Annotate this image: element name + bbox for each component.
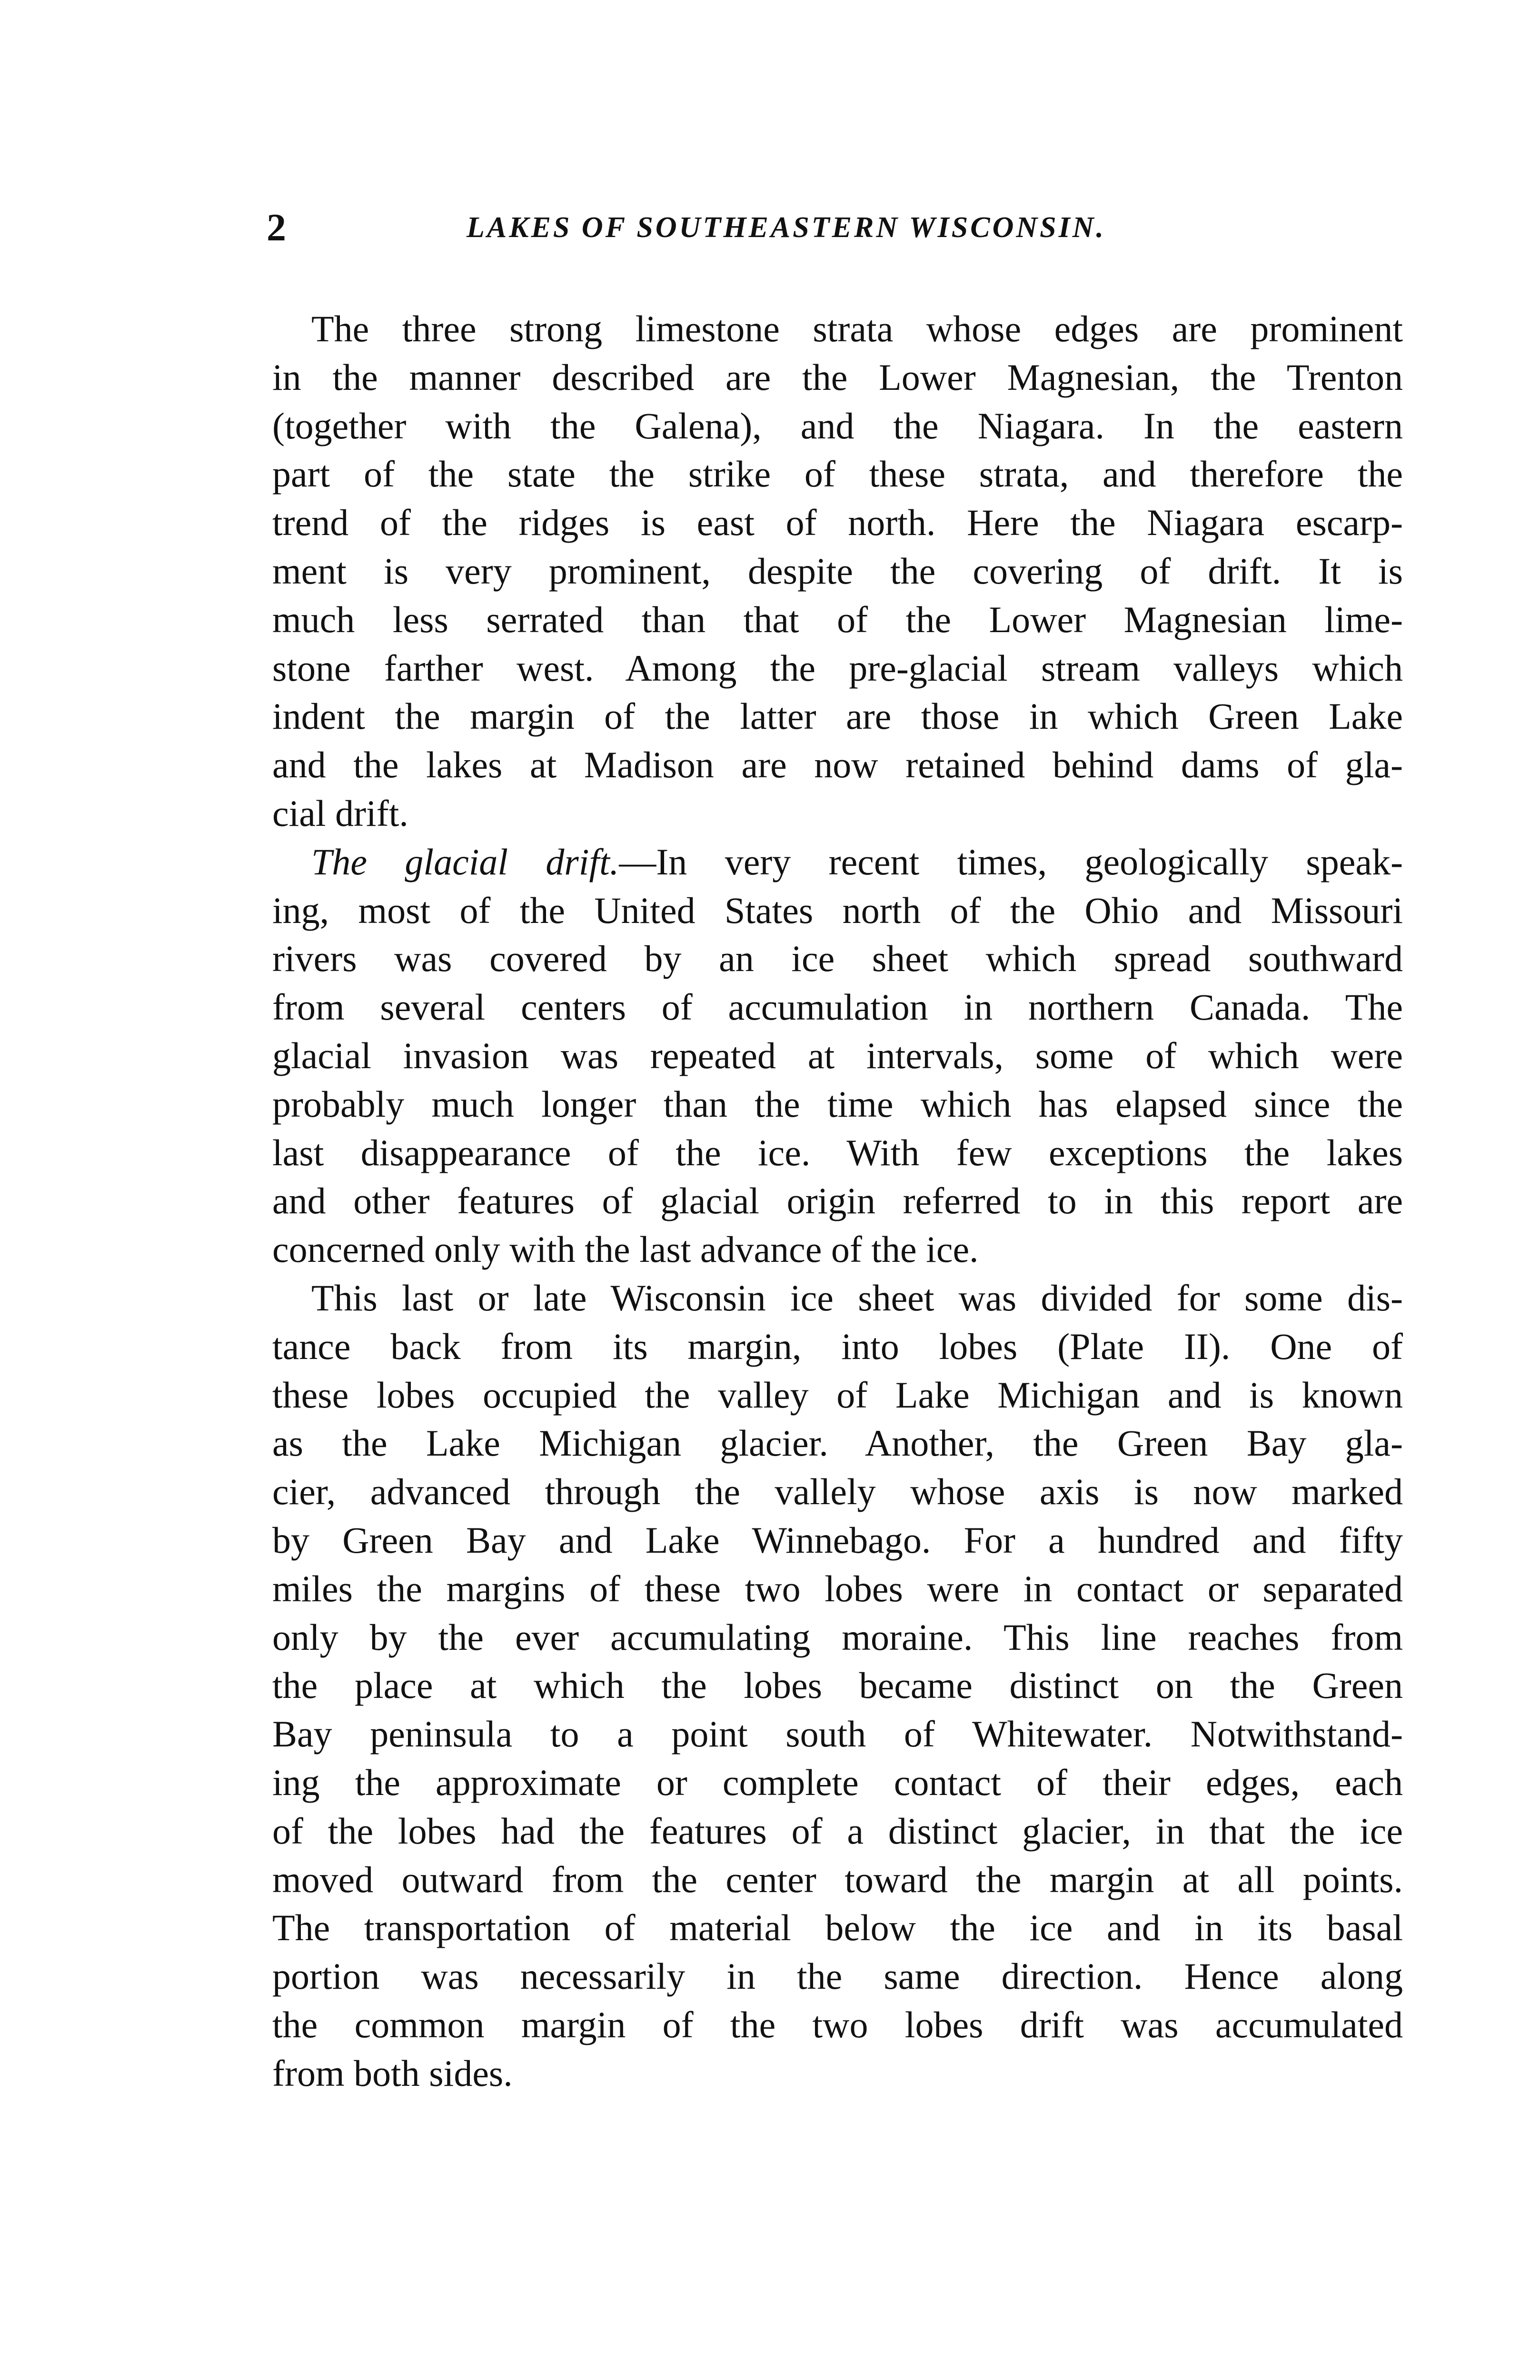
text-line: glacial invasion was repeated at intervals, some of which were — [272, 1034, 1403, 1076]
text-line: tance back from its margin, into lobes (Plate II). One of — [272, 1325, 1403, 1367]
text-line: The three strong limestone strata whose edges are prominent — [311, 308, 1403, 349]
text-line: cier, advanced through the vallely whose axis is now marked — [272, 1471, 1403, 1513]
text-line: ment is very prominent, despite the covering of drift. It is — [272, 550, 1403, 592]
text-line: Bay peninsula to a point south of Whitewater. Notwithstand- — [272, 1713, 1403, 1755]
text-line: last disappearance of the ice. With few exceptions the lakes — [272, 1131, 1403, 1173]
text-line: (together with the Galena), and the Niagara. In the eastern — [272, 405, 1403, 446]
text-line: miles the margins of these two lobes were in contact or separated — [272, 1567, 1403, 1609]
text-line: stone farther west. Among the pre-glacial stream valleys which — [272, 647, 1403, 689]
text-line: much less serrated than that of the Lower Magnesian lime- — [272, 598, 1403, 640]
text-line: The transportation of material below the ice and in its basal — [272, 1907, 1403, 1949]
text-line: cial drift. — [272, 792, 408, 834]
text-line: part of the state the strike of these strata, and therefore the — [272, 453, 1403, 495]
text-run: —In very recent times, geologically speak- — [619, 841, 1403, 883]
text-line: concerned only with the last advance of the ice. — [272, 1229, 979, 1270]
section-heading: The glacial drift. — [311, 841, 619, 883]
text-line: from several centers of accumulation in northern Canada. The — [272, 986, 1403, 1028]
text-line: as the Lake Michigan glacier. Another, the Green Bay gla- — [272, 1422, 1403, 1464]
text-line: indent the margin of the latter are those in which Green Lake — [272, 695, 1403, 737]
text-line: the common margin of the two lobes drift was accumulated — [272, 2003, 1403, 2045]
text-line: only by the ever accumulating moraine. This line reaches from — [272, 1616, 1403, 1658]
text-line: the place at which the lobes became distinct on the Green — [272, 1665, 1403, 1706]
text-line: trend of the ridges is east of north. Here the Niagara escarp- — [272, 502, 1403, 544]
text-line: in the manner described are the Lower Magnesian, the Trenton — [272, 356, 1403, 398]
running-title: LAKES OF SOUTHEASTERN WISCONSIN. — [467, 211, 1106, 244]
text-line: by Green Bay and Lake Winnebago. For a hundred and fifty — [272, 1519, 1403, 1561]
body-text — [272, 305, 1403, 2097]
text-line: and other features of glacial origin referred to in this report are — [272, 1180, 1403, 1222]
page-number: 2 — [267, 206, 286, 249]
text-line: ing, most of the United States north of the Ohio and Missouri — [272, 889, 1403, 931]
text-line: probably much longer than the time which has elapsed since the — [272, 1083, 1403, 1125]
text-line: moved outward from the center toward the margin at all points. — [272, 1858, 1403, 1900]
text-line: ing the approximate or complete contact of their edges, each — [272, 1761, 1403, 1803]
text-line: from both sides. — [272, 2052, 513, 2094]
text-line: and the lakes at Madison are now retained behind dams of gla- — [272, 744, 1403, 786]
text-line: This last or late Wisconsin ice sheet was divided for some dis- — [311, 1277, 1403, 1319]
page-header — [267, 199, 1409, 256]
text-line: these lobes occupied the valley of Lake Michigan and is known — [272, 1374, 1403, 1416]
section-heading-line — [272, 838, 1403, 886]
text-line: portion was necessarily in the same direction. Hence along — [272, 1955, 1403, 1997]
text-line: of the lobes had the features of a distinct glacier, in that the ice — [272, 1810, 1403, 1852]
text-line: rivers was covered by an ice sheet which spread southward — [272, 938, 1403, 980]
